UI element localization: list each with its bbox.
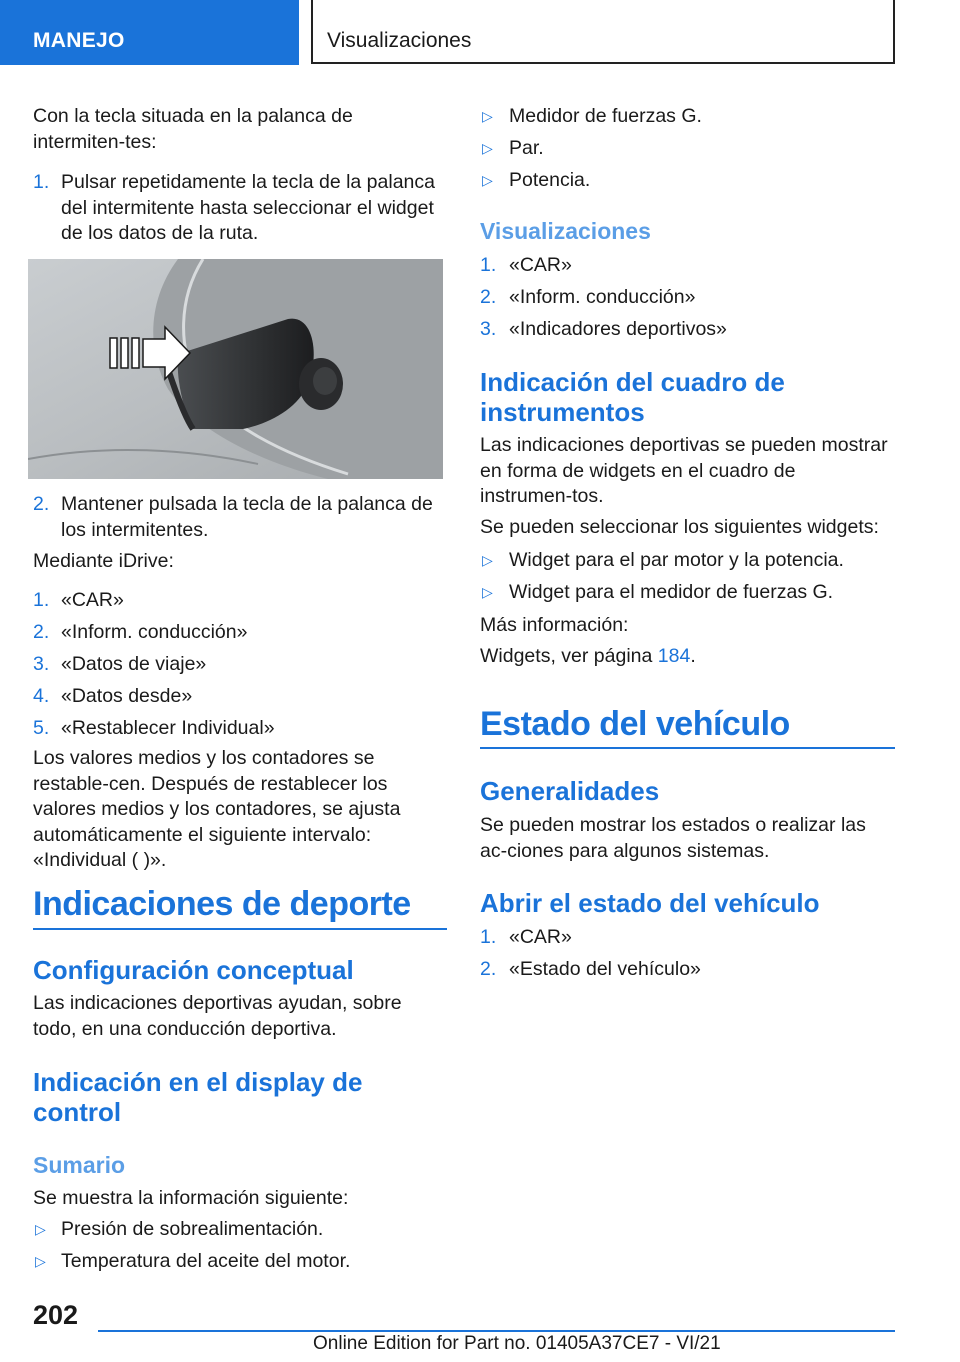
widget-bullet: Widget para el par motor y la potencia. [509,549,844,571]
page-link[interactable]: 184 [657,645,691,667]
heading-estado: Estado del vehículo [480,705,790,743]
bullet-triangle-icon: ▷ [35,1253,46,1269]
abrir-step: «Estado del vehículo» [509,958,701,980]
section-title: MANEJO [33,29,125,52]
sumario-bullet: Temperatura del aceite del motor. [61,1250,351,1272]
step-number: 1. [480,926,497,948]
idrive-label: Mediante iDrive: [33,550,174,572]
widget-bullet: Widget para el medidor de fuerzas G. [509,581,834,603]
heading-rule [480,747,895,749]
heading-sumario: Sumario [33,1152,126,1178]
bullet-triangle-icon: ▷ [482,108,493,124]
top-bullet: Potencia. [509,169,591,191]
step-number: 1. [480,254,497,276]
top-bullet: Par. [509,137,544,159]
intro-text: Con la tecla situada en la palanca de intermiten-tes: [33,105,353,153]
sumario-text: Se muestra la información siguiente: [33,1187,349,1209]
step-number: 4. [33,685,50,707]
visual-step: «Inform. conducción» [509,286,696,308]
heading-cuadro: Indicación del cuadro de instrumentos [480,367,785,427]
step-number: 2. [480,286,497,308]
general-text: Se pueden mostrar los estados o realizar las ac-ciones para algunos sistemas. [480,814,866,862]
bullet-triangle-icon: ▷ [482,140,493,156]
edition-text: Online Edition for Part no. 01405A37CE7 - VI/21 [313,1333,721,1354]
bullet-triangle-icon: ▷ [482,552,493,568]
idrive-step: «Inform. conducción» [61,621,248,643]
bullet-triangle-icon: ▷ [482,172,493,188]
step-number: 3. [480,318,497,340]
step-number: 3. [33,653,50,675]
idrive-step: «CAR» [61,589,124,611]
step-text: Mantener pulsada la tecla de la palanca de los intermitentes. [61,493,433,541]
top-bullet: Medidor de fuerzas G. [509,105,702,127]
step-number: 2. [480,958,497,980]
chapter-title: Visualizaciones [327,29,472,52]
chapter-tab [311,0,895,64]
heading-config: Configuración conceptual [33,955,354,985]
heading-rule [33,928,447,930]
heading-visualizaciones: Visualizaciones [480,218,651,244]
step-number: 5. [33,717,50,739]
cuadro-text: Las indicaciones deportivas se pueden mostrar en forma de widgets en el cuadro de instrumen-tos. [480,434,888,507]
widgets-ref-text: Widgets, ver página [480,645,653,667]
heading-sport: Indicaciones de deporte [33,885,411,923]
config-text: Las indicaciones deportivas ayudan, sobre todo, en una conducción deportiva. [33,992,402,1040]
visual-step: «CAR» [509,254,572,276]
reset-text: Los valores medios y los contadores se restable-cen. Después de restablecer los valores medios y los contadores, se ajusta automáticamente el siguiente intervalo: «Individual ( )». [33,747,401,871]
step-number: 1. [33,589,50,611]
step-number: 1. [33,171,50,193]
heading-general: Generalidades [480,776,660,806]
bullet-triangle-icon: ▷ [35,1221,46,1237]
widgets-text: Se pueden seleccionar los siguientes widgets: [480,516,879,538]
footer-rule [98,1330,895,1332]
idrive-step: «Restablecer Individual» [61,717,275,739]
idrive-step: «Datos de viaje» [61,653,207,675]
step-text: Pulsar repetidamente la tecla de la palanca del intermitente hasta seleccionar el widget de los datos de la ruta. [61,171,435,244]
visual-step: «Indicadores deportivos» [509,318,727,340]
bullet-triangle-icon: ▷ [482,584,493,600]
sumario-bullet: Presión de sobrealimentación. [61,1218,324,1240]
page-number: 202 [33,1300,79,1330]
heading-display: Indicación en el display de control [33,1067,363,1127]
abrir-step: «CAR» [509,926,572,948]
more-info: Más información: [480,614,629,636]
idrive-step: «Datos desde» [61,685,193,707]
step-number: 2. [33,493,50,515]
heading-abrir: Abrir el estado del vehículo [480,888,820,918]
turn-signal-lever-illustration [28,259,443,479]
section-tab [0,0,299,65]
step-number: 2. [33,621,50,643]
widgets-reference: Widgets, ver página 184. [480,645,696,667]
